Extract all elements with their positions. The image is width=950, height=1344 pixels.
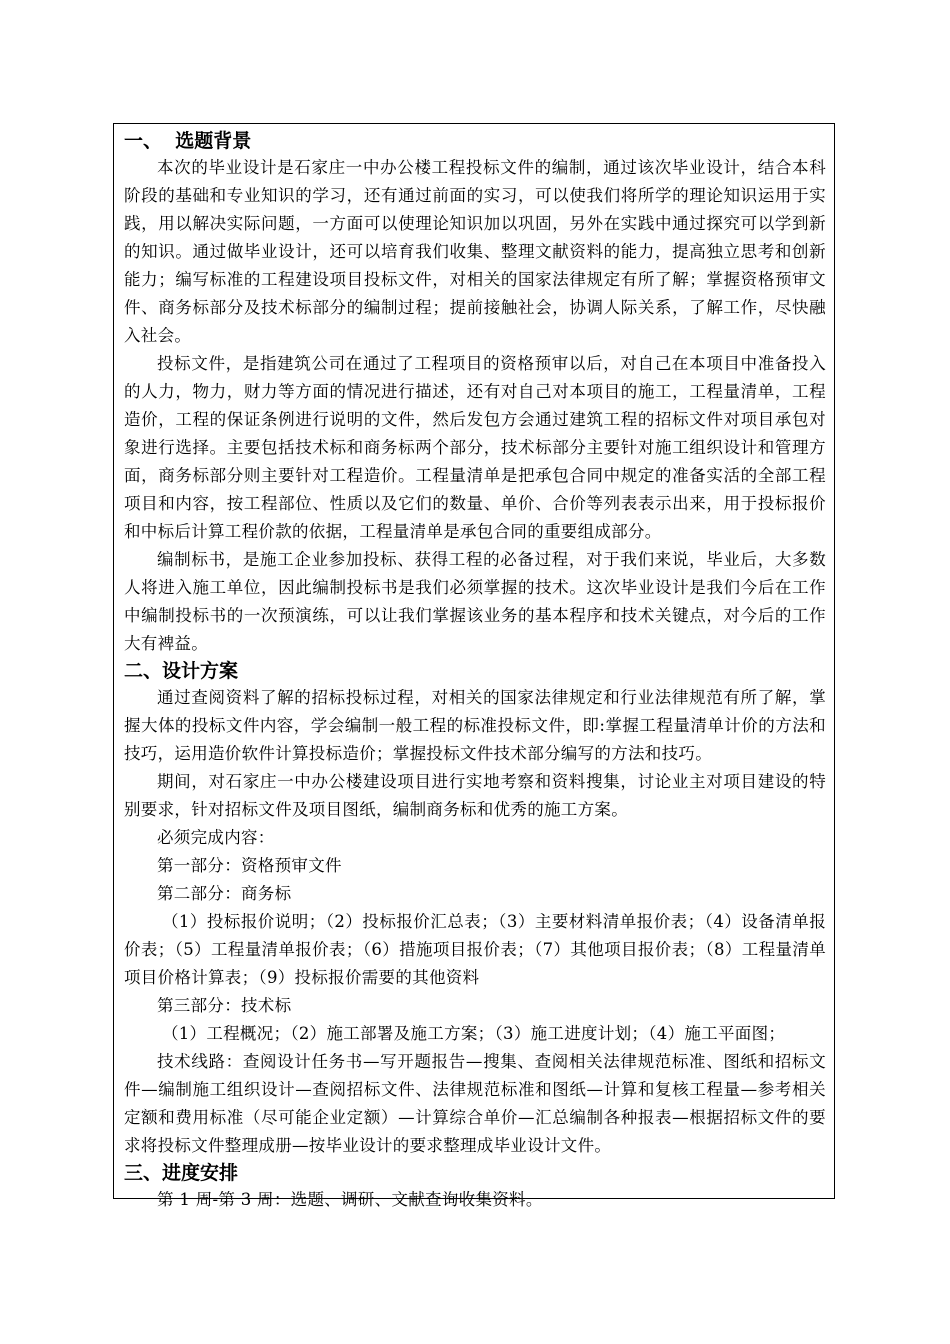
section-2-heading: 二、设计方案 [124, 660, 239, 682]
section-1-paragraph-2: 投标文件，是指建筑公司在通过了工程项目的资格预审以后，对自己在本项目中准备投入的人力，物力，财力等方面的情况进行描述，还有对自己对本项目的施工，工程量清单，工程造价，工程的保证条例进行说明的文件，然后发包方会通过建筑工程的招标文件对项目承包对象进行选择。主要包括技术标和商务标两个部分，技术标部分主要针对施工组织设计和管理方面，商务标部分则主要针对工程造价。工程量清单是把承包合同中规定的准备实活的全部工程项目和内容，按工程部位、性质以及它们的数量、单价、合价等列表表示出来，用于投标报价和中标后计算工程价款的依据，工程量清单是承包合同的重要组成部分。 [124, 354, 826, 541]
schedule-item-1: 第 1 周-第 3 周：选题、调研、文献查询收集资料。 [157, 1190, 543, 1209]
section-2-paragraph-1: 通过查阅资料了解的招标投标过程，对相关的国家法律规定和行业法律规范有所了解，掌握大体的投标文件内容，学会编制一般工程的标准投标文件，即:掌握工程量清单计价的方法和技巧，运用造价软件计算投标造价；掌握投标文件技术部分编写的方法和技巧。 [124, 688, 826, 763]
part-3-items: （1）工程概况；（2）施工部署及施工方案；（3）施工进度计划；（4）施工平面图； [161, 1024, 786, 1043]
section-3-heading: 三、进度安排 [124, 1162, 239, 1184]
part-2-label: 第二部分：商务标 [157, 884, 292, 903]
technical-route: 技术线路：查阅设计任务书—写开题报告—搜集、查阅相关法律规范标准、图纸和招标文件—编制施工组织设计—查阅招标文件、法律规范标准和图纸—计算和复核工程量—参考相关定额和费用标准（尽可能企业定额）—计算综合单价—汇总编制各种报表—根据招标文件的要求将投标文件整理成册—按毕业设计的要求整理成毕业设计文件。 [124, 1052, 826, 1155]
section-1-heading: 一、 选题背景 [124, 130, 252, 152]
section-2-paragraph-2: 期间，对石家庄一中办公楼建设项目进行实地考察和资料搜集，讨论业主对项目建设的特别要求，针对招标文件及项目图纸，编制商务标和优秀的施工方案。 [124, 772, 826, 819]
part-1-label: 第一部分：资格预审文件 [157, 856, 342, 875]
section-1-paragraph-1: 本次的毕业设计是石家庄一中办公楼工程投标文件的编制，通过该次毕业设计，结合本科阶段的基础和专业知识的学习，还有通过前面的实习，可以使我们将所学的理论知识运用于实践，用以解决实际问题，一方面可以使理论知识加以巩固，另外在实践中通过探究可以学到新的知识。通过做毕业设计，还可以培育我们收集、整理文献资料的能力，提高独立思考和创新能力；编写标准的工程建设项目投标文件，对相关的国家法律规定有所了解；掌握资格预审文件、商务标部分及技术标部分的编制过程；提前接触社会，协调人际关系，了解工作，尽快融入社会。 [124, 158, 826, 345]
required-content-label: 必须完成内容： [157, 828, 275, 847]
part-2-items: （1）投标报价说明；（2）投标报价汇总表；（3）主要材料清单报价表；（4）设备清单报价表；（5）工程量清单报价表；（6）措施项目报价表；（7）其他项目报价表；（8）工程量清单项目价格计算表；（9）投标报价需要的其他资料 [124, 912, 826, 987]
part-3-label: 第三部分：技术标 [157, 996, 292, 1015]
document-frame [113, 123, 835, 1209]
section-1-paragraph-3: 编制标书，是施工企业参加投标、获得工程的必备过程，对于我们来说，毕业后，大多数人将进入施工单位，因此编制投标书是我们必须掌握的技术。这次毕业设计是我们今后在工作中编制投标书的一次预演练，可以让我们掌握该业务的基本程序和技术关键点，对今后的工作大有裨益。 [124, 550, 826, 653]
